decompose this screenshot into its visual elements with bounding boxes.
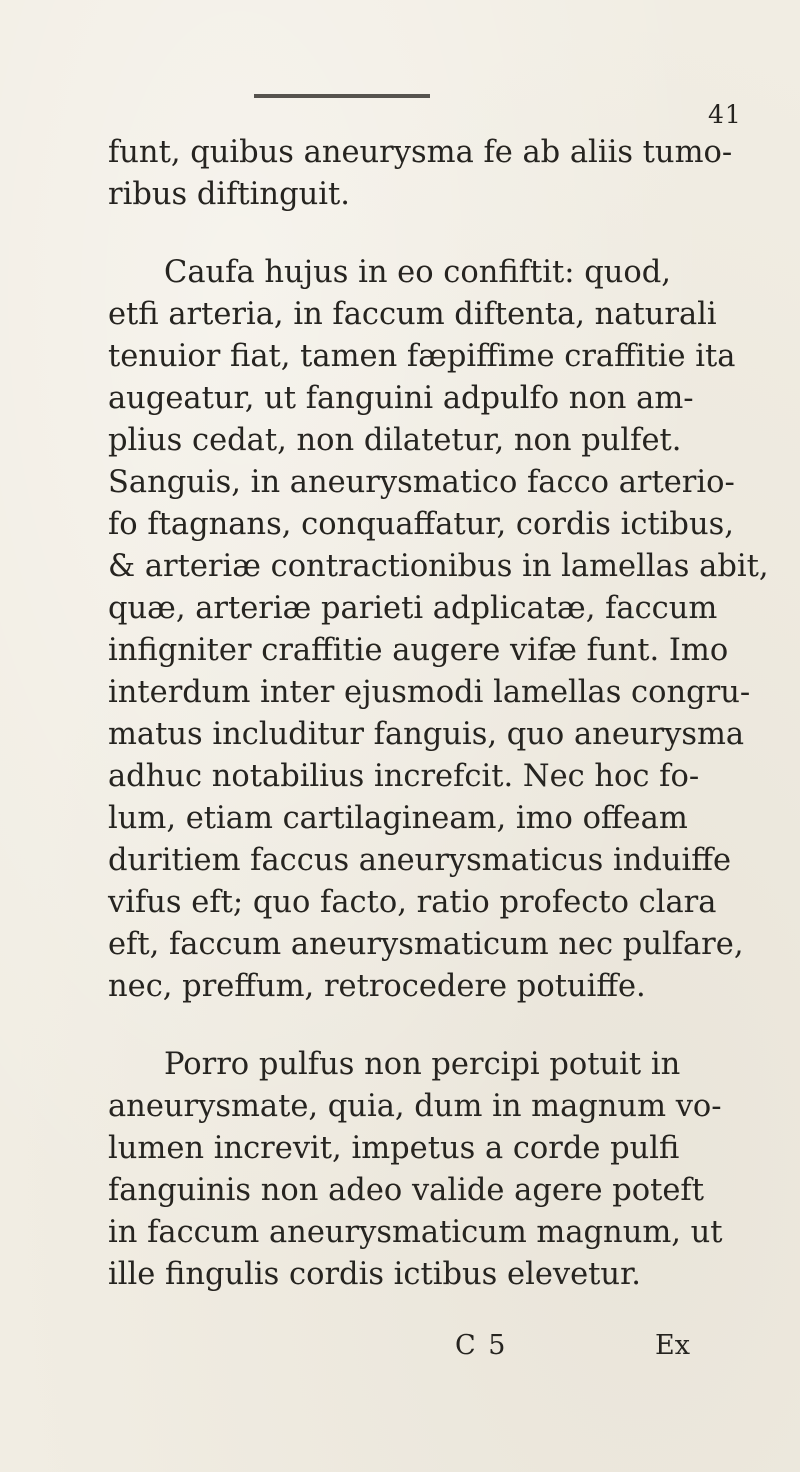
text-line: interdum inter ejusmodi lamellas congru- [108,675,751,710]
text-line: lumen increvit, impetus a corde pulfi [108,1131,680,1166]
text-line: fo ftagnans, conquaffatur, cordis ictibus, [108,507,734,542]
text-line: augeatur, ut fanguini adpulfo non am- [108,381,694,416]
text-line: infigniter craffitie augere vifæ funt. Imo [108,633,729,668]
text-line: Sanguis, in aneurysmatico facco arterio- [108,465,735,500]
text-line: vifus eft; quo facto, ratio profecto clara [108,885,717,920]
text-line: & arteriæ contractionibus in lamellas abit, [108,549,769,584]
text-line: funt, quibus aneurysma fe ab aliis tumo- [108,135,733,170]
text-line: nec, preffum, retrocedere potuiffe. [108,969,646,1004]
page-number: 41 [708,100,742,129]
text-line: etfi arteria, in faccum diftenta, naturali [108,297,717,332]
text-line: duritiem faccus aneurysmaticus induiffe [108,843,732,878]
text-line: eft, faccum aneurysmaticum nec pulfare, [108,927,744,962]
text-line: fanguinis non adeo valide agere poteft [108,1173,704,1208]
text-line: matus includitur fanguis, quo aneurysma [108,717,745,752]
signature-mark: C 5 [455,1330,508,1361]
text-line: lum, etiam cartilagineam, imo offeam [108,801,688,836]
text-line: adhuc notabilius increfcit. Nec hoc fo- [108,759,700,794]
text-line: Porro pulfus non percipi potuit in [164,1047,681,1082]
text-line: tenuior fiat, tamen fæpiffime craffitie ita [108,339,736,374]
catchword: Ex [655,1330,690,1361]
text-line: ribus diftinguit. [108,177,350,212]
text-line: quæ, arteriæ parieti adplicatæ, faccum [108,591,718,626]
header-rule [254,94,430,98]
text-line: Caufa hujus in eo confiftit: quod, [164,255,671,290]
text-line: aneurysmate, quia, dum in magnum vo- [108,1089,722,1124]
text-line: in faccum aneurysmaticum magnum, ut [108,1215,723,1250]
text-line: ille fingulis cordis ictibus elevetur. [108,1257,641,1292]
text-line: plius cedat, non dilatetur, non pulfet. [108,423,682,458]
